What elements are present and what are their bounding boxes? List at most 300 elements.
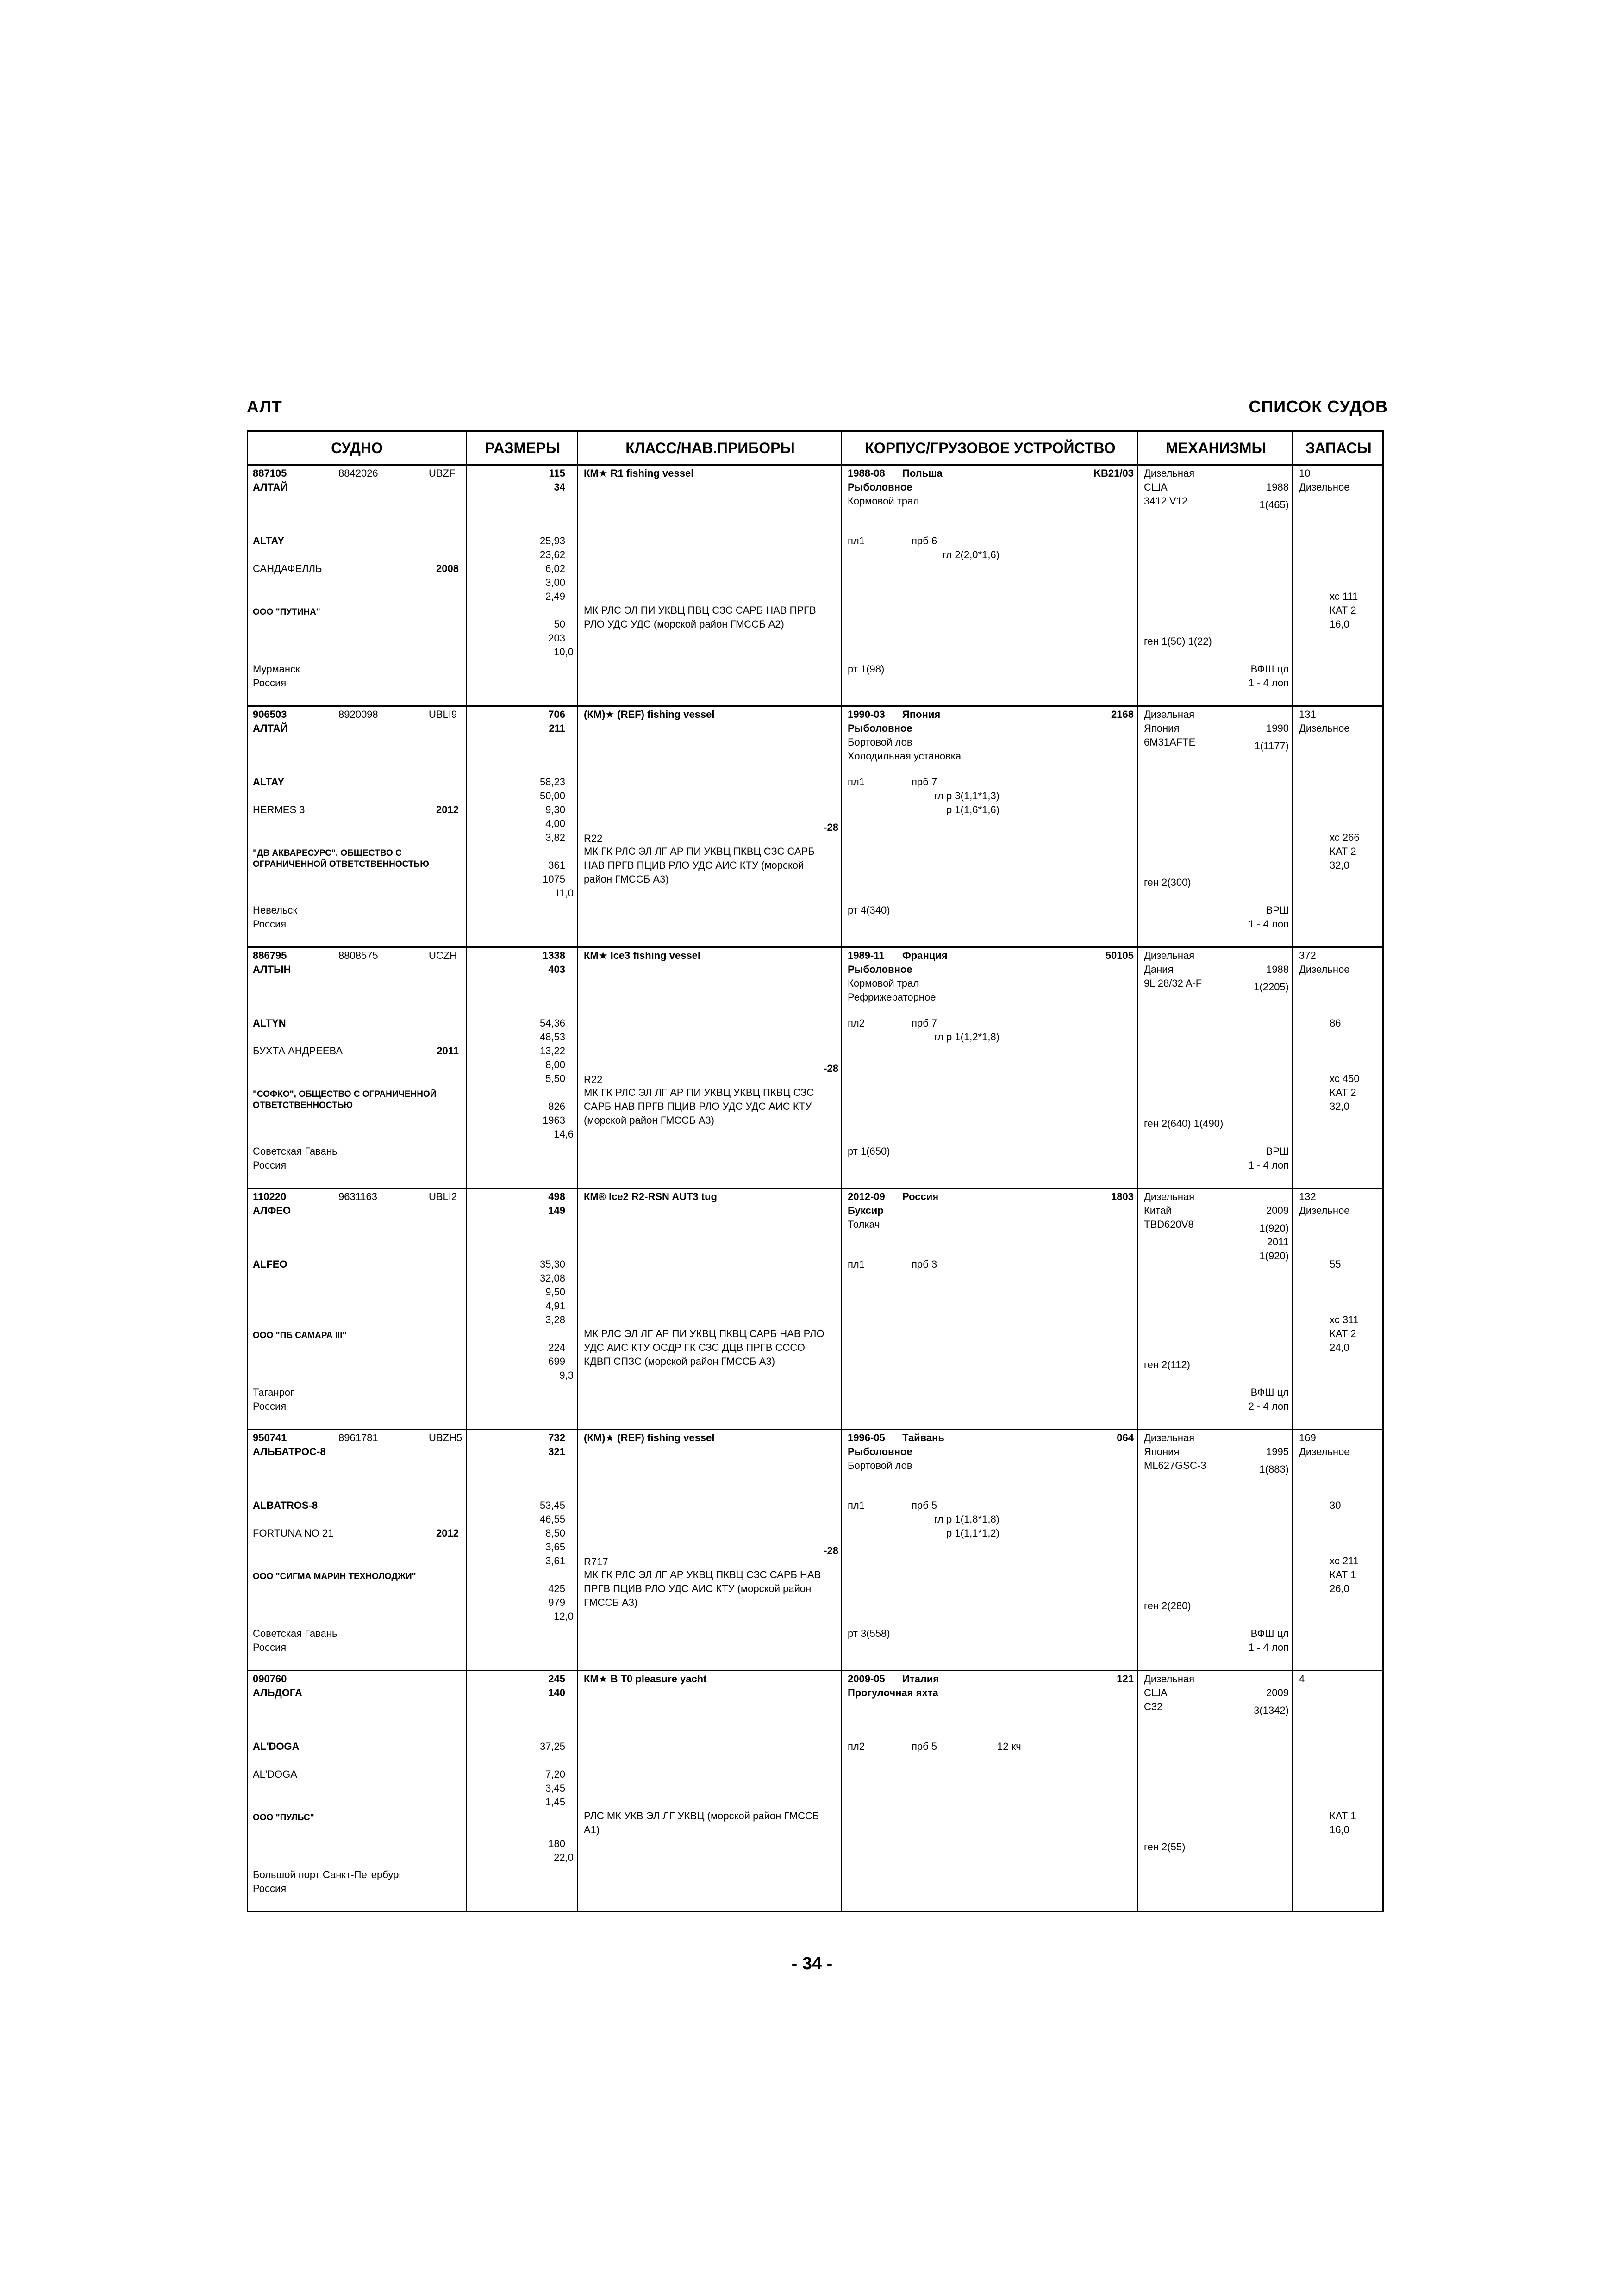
column-header-stores: ЗАПАСЫ [1292,432,1384,464]
displacement: 1075 [543,873,565,885]
ship-subtype: Бортовой лов [848,736,912,748]
refrigeration: хс 266 [1330,832,1360,843]
builder-country: Тайвань [902,1432,944,1444]
class-cell [577,1189,842,1429]
yard-number: 064 [1117,1432,1134,1444]
stores-cell [1292,948,1384,1188]
reg-number: 906503 [253,709,287,720]
ship-record [248,948,1382,1189]
ship-type: Буксир [848,1205,884,1216]
ship-table [247,430,1384,1912]
home-port: Невельск [253,904,297,916]
category-value: 16,0 [1330,1824,1349,1836]
engine-country: США [1144,481,1168,493]
nav-code: R22 [584,1074,603,1085]
engine-power: 1(883) [1259,1463,1289,1475]
ship-name: АЛЬДОГА [253,1687,302,1699]
engine-year-2: 2011 [1267,1236,1289,1248]
call-sign: UCZH [429,950,457,961]
engine-type: Дизельная [1144,709,1195,720]
gross-tonnage: 732 [548,1432,565,1444]
fuel-type: Дизельное [1299,722,1350,734]
deadweight: 826 [548,1101,565,1112]
reg-number: 110220 [253,1191,287,1202]
decks: пл1 [848,1258,865,1270]
engine-model: ML627GSC-3 [1144,1460,1206,1471]
fuel-type: Дизельное [1299,1446,1350,1457]
home-port: Советская Гавань [253,1145,337,1157]
engine-type: Дизельная [1144,467,1195,479]
previous-name: HERMES 3 [253,804,305,815]
call-sign: UBLI2 [429,1191,457,1202]
displacement: 699 [548,1356,565,1367]
propeller: ВФШ цл [1250,663,1289,675]
class-notation: (КМ)★ (REF) fishing vessel [584,1432,715,1444]
generators: ген 2(300) [1144,877,1191,888]
cargo-gear-2: р 1(1,6*1,6) [946,804,999,815]
ship-cell [248,948,466,1188]
column-header-ship: СУДНО [331,440,383,456]
page-header-right: СПИСОК СУДОВ [1249,397,1388,416]
previous-name: САНДАФЕЛЛЬ [253,563,322,574]
previous-name-year: 2008 [436,563,459,574]
net-tonnage: 321 [548,1446,565,1457]
ship-record [248,707,1382,948]
ship-name: АЛТЫН [253,964,291,975]
propeller: ВФШ цл [1250,1387,1289,1398]
home-port: Большой порт Санкт-Петербург [253,1869,403,1880]
call-sign: UBLI9 [429,709,457,720]
ship-owner: ООО "ПБ САМАРА III" [253,1331,347,1340]
class-notation: КМ★ Ice3 fishing vessel [584,950,701,961]
ship-feature: Холодильная установка [848,750,962,762]
home-port: Советская Гавань [253,1628,337,1639]
yard-number: 121 [1117,1673,1134,1685]
ship-owner: ООО "ПУЛЬС" [253,1813,314,1823]
fresh-water: 30 [1330,1500,1341,1511]
fuel-amount: 4 [1299,1673,1305,1685]
flag-country: Россия [253,1642,287,1653]
refrigeration: хс 211 [1330,1555,1359,1567]
propeller-blades: 1 - 4 лоп [1248,1642,1289,1653]
ship-subtype: Бортовой лов [848,1460,912,1471]
fresh-water: 86 [1330,1017,1341,1029]
build-date: 2012-09 [848,1191,885,1202]
cargo-gear-1: гл р 1(1,2*1,8) [934,1031,999,1043]
machinery-cell [1137,1430,1293,1670]
imo-number: 9631163 [338,1191,378,1202]
ship-name: АЛЬБАТРОС-8 [253,1446,326,1457]
machinery-cell [1137,707,1293,946]
ship-owner: ООО "СИГМА МАРИН ТЕХНОЛОДЖИ" [253,1572,416,1581]
hull-extra: 12 кч [997,1741,1021,1752]
decks: пл2 [848,1741,865,1752]
build-date: 1989-11 [848,950,885,961]
propeller-blades: 1 - 4 лоп [1248,1159,1289,1171]
imo-number: 8961781 [338,1432,378,1444]
column-header-machinery: МЕХАНИЗМЫ [1137,432,1293,464]
ship-subtype: Толкач [848,1219,880,1230]
previous-name-year: 2012 [436,804,459,815]
fuel-amount: 169 [1299,1432,1316,1444]
engine-power: 1(2205) [1254,981,1289,993]
class-notation: (КМ)★ (REF) fishing vessel [584,709,715,720]
generators: ген 1(50) 1(22) [1144,635,1212,647]
gross-tonnage: 245 [548,1673,565,1685]
cargo-gear-1: гл 2(2,0*1,6) [942,549,999,560]
length-overall: 58,23 [539,776,565,788]
length-overall: 37,25 [539,1741,565,1752]
ship-name: АЛТАЙ [253,722,288,734]
nav-equipment: МК ГК РЛС ЭЛ ЛГ АР УКВЦ ПКВЦ СЗС САРБ НАВ ПРГВ ПЦИВ РЛО УДС АИС КТУ (морской район ГМССБ А3) [584,1569,821,1608]
depth: 3,00 [545,577,565,588]
deadweight: 224 [548,1342,565,1353]
decks: пл1 [848,535,865,547]
machinery-cell [1137,466,1293,705]
dimensions-cell [466,1671,578,1911]
class-cell [577,1671,842,1911]
engine-model: 3412 V12 [1144,495,1188,507]
holds: рт 3(558) [848,1628,890,1639]
nav-equipment: РЛС МК УКВ ЭЛ ЛГ УКВЦ (морской район ГМССБ А1) [584,1810,819,1836]
displacement: 180 [548,1838,565,1849]
fuel-amount: 132 [1299,1191,1316,1202]
ship-name: АЛТАЙ [253,481,288,493]
fuel-amount: 372 [1299,950,1316,961]
propeller-blades: 1 - 4 лоп [1248,918,1289,930]
propeller-blades: 1 - 4 лоп [1248,677,1289,689]
nav-code: R717 [584,1556,608,1568]
dimensions-cell [466,707,578,946]
fuel-amount: 10 [1299,467,1311,479]
stores-cell [1292,1430,1384,1670]
length-pp: 46,55 [539,1513,565,1525]
ship-name: АЛФЕО [253,1205,291,1216]
builder-country: Франция [902,950,948,961]
hull-cell [841,1189,1138,1429]
build-date: 2009-05 [848,1673,885,1685]
draught: 3,82 [545,832,565,843]
previous-name: AL'DOGA [253,1768,297,1780]
decks: пл2 [848,1017,865,1029]
engine-country: Китай [1144,1205,1172,1216]
dimensions-cell [466,466,578,705]
ship-type: Рыболовное [848,964,912,975]
gross-tonnage: 498 [548,1191,565,1202]
length-pp: 23,62 [539,549,565,560]
ice-temperature: -28 [824,1063,838,1074]
depth: 8,00 [545,1059,565,1070]
length-pp: 32,08 [539,1272,565,1284]
ship-record [248,1430,1382,1671]
gross-tonnage: 1338 [543,950,565,961]
engine-type: Дизельная [1144,1432,1195,1444]
bulkheads: прб 7 [912,776,937,788]
speed: 10,0 [554,646,574,658]
stores-cell [1292,1671,1384,1911]
decks: пл1 [848,1500,865,1511]
draught: 3,61 [545,1555,565,1567]
engine-year: 2009 [1266,1687,1289,1699]
ship-cell [248,1671,466,1911]
engine-model: 6M31AFTE [1144,736,1196,748]
generators: ген 2(280) [1144,1600,1191,1612]
hull-cell [841,707,1138,946]
displacement: 1963 [543,1114,565,1126]
fuel-type: Дизельное [1299,964,1350,975]
engine-year: 1995 [1266,1446,1289,1457]
displacement: 203 [548,632,565,644]
fresh-water: 55 [1330,1258,1341,1270]
dimensions-cell [466,948,578,1188]
machinery-cell [1137,1671,1293,1911]
build-date: 1996-05 [848,1432,885,1444]
category: КАТ 1 [1330,1569,1356,1580]
deadweight: 425 [548,1583,565,1594]
nav-equipment: МК ГК РЛС ЭЛ ЛГ АР ПИ УКВЦ ПКВЦ СЗС САРБ НАВ ПРГВ ПЦИВ РЛО УДС АИС КТУ (морской район ГМССБ А3) [584,846,815,885]
cargo-gear-2: р 1(1,1*1,2) [946,1527,999,1539]
deadweight: 50 [554,618,565,630]
fuel-amount: 131 [1299,709,1316,720]
propeller: ВРШ [1266,904,1289,916]
engine-country: Япония [1144,722,1180,734]
build-date: 1988-08 [848,467,885,479]
bulkheads: прб 7 [912,1017,937,1029]
table-header [248,432,1382,466]
propeller-blades: 2 - 4 лоп [1248,1400,1289,1412]
engine-type: Дизельная [1144,950,1195,961]
hull-cell [841,1430,1138,1670]
machinery-cell [1137,948,1293,1188]
class-notation: КМ® Ice2 R2-RSN AUT3 tug [584,1191,717,1202]
draught: 2,49 [545,591,565,602]
class-cell [577,948,842,1188]
nav-equipment: МК ГК РЛС ЭЛ ЛГ АР ПИ УКВЦ УКВЦ ПКВЦ СЗС САРБ НАВ ПРГВ ПЦИВ РЛО УДС УДС АИС КТУ (морской район ГМССБ А3) [584,1087,814,1126]
reg-number: 887105 [253,467,287,479]
category: КАТ 1 [1330,1810,1356,1822]
length-overall: 25,93 [539,535,565,547]
bulkheads: прб 5 [912,1500,937,1511]
table-body [248,466,1382,1911]
reg-number: 886795 [253,950,287,961]
ship-record [248,1671,1382,1911]
category-value: 24,0 [1330,1342,1349,1353]
reg-number: 090760 [253,1673,287,1685]
home-port: Таганрог [253,1387,294,1398]
imo-number: 8920098 [338,709,378,720]
engine-country: Япония [1144,1446,1180,1457]
net-tonnage: 211 [549,722,565,734]
bulkheads: прб 6 [912,535,937,547]
gross-tonnage: 706 [548,709,565,720]
category-value: 32,0 [1330,1101,1349,1112]
nav-equipment: МК РЛС ЭЛ ЛГ АР ПИ УКВЦ ПКВЦ САРБ НАВ РЛО УДС АИС КТУ ОСДР ГК СЗС ДЦВ ПРГВ СССО КДВП СПЗС (морской район ГМССБ А3) [584,1328,824,1367]
depth: 4,91 [545,1300,565,1312]
propeller: ВФШ цл [1250,1628,1289,1639]
category-value: 32,0 [1330,859,1349,871]
refrigeration: хс 450 [1330,1073,1360,1084]
length-overall: 54,36 [539,1017,565,1029]
column-header-dimensions: РАЗМЕРЫ [466,432,578,464]
nav-equipment: МК РЛС ЭЛ ПИ УКВЦ ПВЦ СЗС САРБ НАВ ПРГВ РЛО УДС УДС (морской район ГМССБ А2) [584,604,816,630]
engine-power-2: 1(920) [1259,1250,1289,1262]
imo-number: 8842026 [338,467,378,479]
cargo-gear-1: гл р 1(1,8*1,8) [934,1513,999,1525]
class-cell [577,1430,842,1670]
category: КАТ 2 [1330,846,1356,857]
flag-country: Россия [253,677,287,689]
breadth: 8,50 [545,1527,565,1539]
speed: 22,0 [554,1852,574,1863]
call-sign: UBZF [429,467,456,479]
length-pp: 48,53 [539,1031,565,1043]
bulkheads: прб 5 [912,1741,937,1752]
yard-number: KB21/03 [1093,467,1134,479]
class-cell [577,707,842,946]
engine-power: 1(1177) [1254,740,1289,752]
ship-cell [248,707,466,946]
stores-cell [1292,707,1384,946]
ship-subtype: Кормовой трал [848,495,919,507]
engine-model: C32 [1144,1701,1163,1712]
ship-subtype: Кормовой трал [848,977,919,989]
deadweight: 361 [548,859,565,871]
net-tonnage: 149 [548,1205,565,1216]
ship-name-latin: ALFEO [253,1258,287,1270]
ice-temperature: -28 [824,1545,838,1556]
engine-power: 3(1342) [1254,1705,1289,1716]
builder-country: Россия [902,1191,939,1202]
engine-model: 9L 28/32 A-F [1144,977,1202,989]
category: КАТ 2 [1330,1328,1356,1339]
ship-cell [248,466,466,705]
holds: рт 1(650) [848,1145,890,1157]
ship-type: Рыболовное [848,481,912,493]
engine-type: Дизельная [1144,1673,1195,1685]
ship-name-latin: ALTYN [253,1017,286,1029]
builder-country: Япония [902,709,941,720]
ship-name-latin: ALTAY [253,535,285,547]
generators: ген 2(55) [1144,1841,1186,1853]
previous-name-year: 2012 [436,1527,459,1539]
ship-feature: Рефрижераторное [848,991,936,1003]
net-tonnage: 403 [548,964,565,975]
stores-cell [1292,1189,1384,1429]
dimensions-cell [466,1430,578,1670]
imo-number: 8808575 [338,950,378,961]
dimensions-cell [466,1189,578,1429]
ship-cell [248,1189,466,1429]
engine-power: 1(920) [1259,1222,1289,1234]
net-tonnage: 140 [548,1687,565,1699]
ship-owner: "ДВ АКВАРЕСУРС", ОБЩЕСТВО С ОГРАНИЧЕННОЙ ОТВЕТСТВЕННОСТЬЮ [253,848,429,869]
engine-year: 2009 [1266,1205,1289,1216]
engine-power: 1(465) [1259,499,1289,510]
page-header-left: АЛТ [247,397,282,416]
ship-owner: "СОФКО", ОБЩЕСТВО С ОГРАНИЧЕННОЙ ОТВЕТСТВЕННОСТЬЮ [253,1089,437,1110]
draught: 5,50 [545,1073,565,1084]
speed: 9,3 [559,1369,574,1381]
refrigeration: хс 311 [1330,1314,1359,1325]
ship-cell [248,1430,466,1670]
call-sign: UBZH5 [429,1432,462,1444]
length-pp: 50,00 [539,790,565,802]
breadth: 6,02 [545,563,565,574]
flag-country: Россия [253,1883,287,1894]
build-date: 1990-03 [848,709,885,720]
hull-cell [841,1671,1138,1911]
breadth: 9,30 [545,804,565,815]
breadth: 13,22 [539,1045,565,1057]
fuel-type: Дизельное [1299,481,1350,493]
refrigeration: хс 111 [1330,591,1358,602]
depth: 3,65 [545,1541,565,1553]
ship-type: Рыболовное [848,722,912,734]
speed: 11,0 [554,887,574,899]
ship-name-latin: ALBATROS-8 [253,1500,318,1511]
category-value: 16,0 [1330,618,1349,630]
column-header-class: КЛАСС/НАВ.ПРИБОРЫ [577,432,842,464]
engine-model: TBD620V8 [1144,1219,1194,1230]
length-overall: 35,30 [539,1258,565,1270]
speed: 12,0 [554,1611,574,1622]
engine-country: Дания [1144,964,1174,975]
ship-name-latin: ALTAY [253,776,285,788]
engine-year: 1990 [1266,722,1289,734]
ice-temperature: -28 [824,821,838,833]
holds: рт 1(98) [848,663,885,675]
previous-name-year: 2011 [437,1045,459,1057]
length-overall: 53,45 [539,1500,565,1511]
net-tonnage: 34 [554,481,565,493]
displacement: 979 [548,1597,565,1608]
class-notation: КМ★ В T0 pleasure yacht [584,1673,707,1685]
class-cell [577,466,842,705]
machinery-cell [1137,1189,1293,1429]
ship-owner: ООО "ПУТИНА" [253,607,320,617]
ship-record [248,466,1382,707]
bulkheads: прб 3 [912,1258,937,1270]
breadth: 7,20 [545,1768,565,1780]
previous-name: БУХТА АНДРЕЕВА [253,1045,343,1057]
class-notation: КМ★ R1 fishing vessel [584,467,694,479]
ship-type: Прогулочная яхта [848,1687,938,1699]
draught: 3,28 [545,1314,565,1325]
ship-name-latin: AL'DOGA [253,1741,300,1752]
engine-country: США [1144,1687,1168,1699]
generators: ген 2(112) [1144,1359,1190,1370]
yard-number: 2168 [1111,709,1134,720]
yard-number: 50105 [1105,950,1134,961]
reg-number: 950741 [253,1432,287,1444]
ship-type: Рыболовное [848,1446,912,1457]
ship-record [248,1189,1382,1430]
propeller: ВРШ [1266,1145,1289,1157]
builder-country: Польша [902,467,943,479]
decks: пл1 [848,776,865,788]
home-port: Мурманск [253,663,300,675]
flag-country: Россия [253,1159,287,1171]
engine-type: Дизельная [1144,1191,1195,1202]
depth: 4,00 [545,818,565,829]
category-value: 26,0 [1330,1583,1349,1594]
flag-country: Россия [253,918,287,930]
holds: рт 4(340) [848,904,890,916]
engine-year: 1988 [1266,964,1289,975]
stores-cell [1292,466,1384,705]
flag-country: Россия [253,1400,287,1412]
fuel-type: Дизельное [1299,1205,1350,1216]
